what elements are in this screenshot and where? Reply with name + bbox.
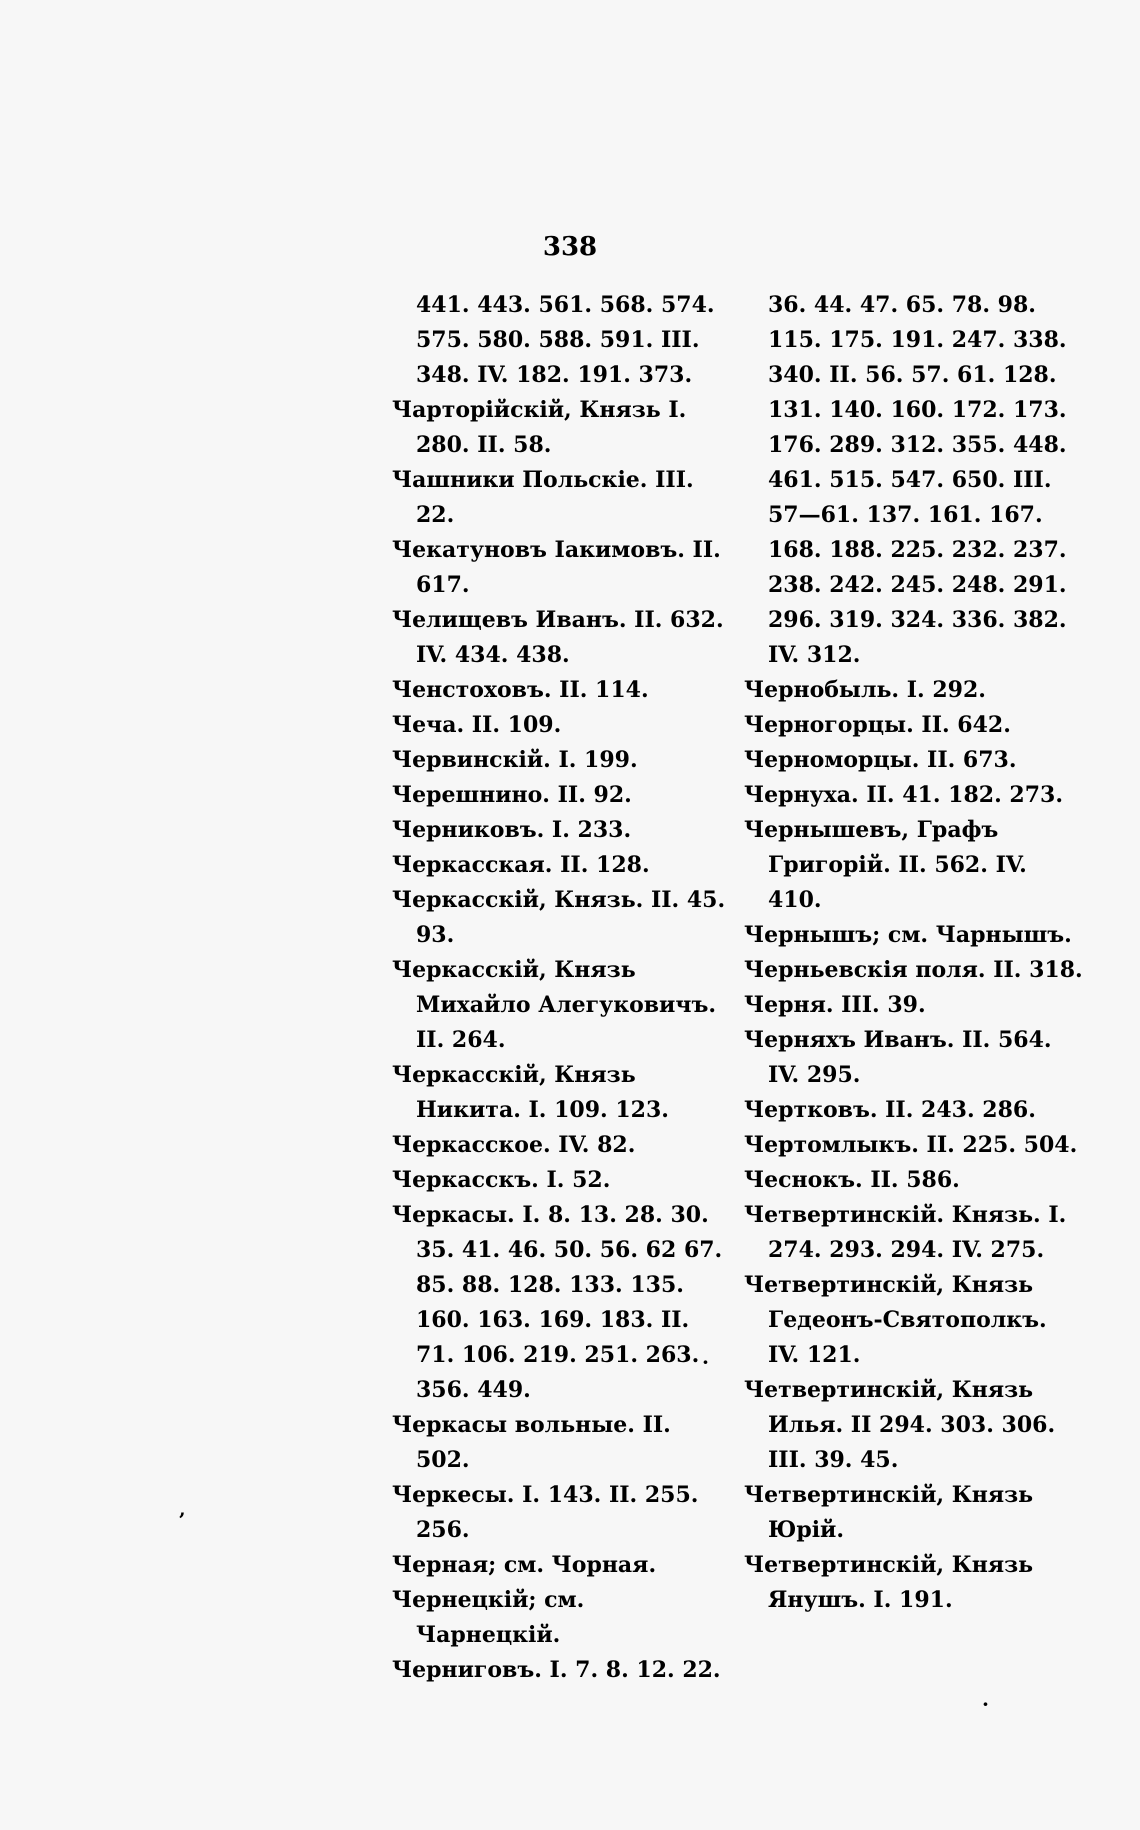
index-entry: Чернышевъ, Графъ Григорій. II. 562. IV. 410. <box>744 817 1027 913</box>
index-entry: Чернышъ; см. Чарнышъ. <box>744 922 1072 948</box>
page-number: 338 <box>542 232 598 262</box>
index-entry: Четвертинскій, Князь Гедеонъ-Святополкъ. IV. 121. <box>744 1272 1047 1368</box>
index-entry: Четвертинскій, Князь Янушъ. I. 191. <box>744 1552 1034 1613</box>
index-entry: Черкасскій, Князь Никита. I. 109. 123. <box>392 1062 669 1123</box>
index-entry: Черняхъ Иванъ. II. 564. IV. 295. <box>744 1027 1052 1088</box>
index-entry: Чашники Польскіе. III. 22. <box>392 467 694 528</box>
index-entry: Ченстоховъ. II. 114. <box>392 677 649 703</box>
index-entry: Черешнино. II. 92. <box>392 782 632 808</box>
index-entry: Черная; см. Чорная. <box>392 1552 657 1578</box>
index-entry-continuation: 36. 44. 47. 65. 78. 98. 115. 175. 191. 247. 338. 340. II. 56. 57. 61. 128. 131. 140. 160. 172. 173. 176. 289. 312. 355. 448. 461. 515. 547. 650. III. 57—61. 137. 161. 167. 168. 188. 225. 232. 237. 238. 242. 245. 248. 291. 296. 319. 324. 336. 382. IV. 312. <box>768 292 1067 668</box>
index-entry: Черкасскій, Князь Михайло Алегуковичъ. II. 264. <box>392 957 716 1053</box>
index-entry: Черкасскій, Князь. II. 45. 93. <box>392 887 726 948</box>
index-entry: Чернецкій; см. Чарнецкій. <box>392 1587 585 1648</box>
index-entry: Чернуха. II. 41. 182. 273. <box>744 782 1063 808</box>
index-entry: Черкасская. II. 128. <box>392 852 650 878</box>
index-entry-continuation: 441. 443. 561. 568. 574. 575. 580. 588. 591. III. 348. IV. 182. 191. 373. <box>416 292 715 388</box>
index-entry: Четвертинскій. Князь. I. 274. 293. 294. IV. 275. <box>744 1202 1067 1263</box>
index-entry: Черноморцы. II. 673. <box>744 747 1017 773</box>
index-column-left <box>392 288 732 1688</box>
index-entry: Четвертинскій, Князь Юрій. <box>744 1482 1034 1543</box>
index-entry: Червинскій. I. 199. <box>392 747 638 773</box>
index-entry: Черниговъ. I. 7. 8. 12. 22. <box>392 1657 721 1683</box>
print-speck: · <box>982 1692 989 1716</box>
index-entry: Челищевъ Иванъ. II. 632. IV. 434. 438. <box>392 607 724 668</box>
index-entry: Чеча. II. 109. <box>392 712 562 738</box>
index-entry: Четвертинскій, Князь Илья. II 294. 303. 306. III. 39. 45. <box>744 1377 1056 1473</box>
index-entry: Чарторійскій, Князь I. 280. II. 58. <box>392 397 687 458</box>
index-entry: Чекатуновъ Іакимовъ. II. 617. <box>392 537 721 598</box>
index-column-right <box>744 288 1084 1618</box>
index-entry: Чеснокъ. II. 586. <box>744 1167 960 1193</box>
index-entry: Черкасы. I. 8. 13. 28. 30. 35. 41. 46. 50. 56. 62 67. 85. 88. 128. 133. 135. 160. 163. 169. 183. II. 71. 106. 219. 251. 263. 356. 449. <box>392 1202 723 1403</box>
index-entry: Черкесы. I. 143. II. 255. 256. <box>392 1482 699 1543</box>
index-entry: Черня. III. 39. <box>744 992 926 1018</box>
index-entry: Черньевскія поля. II. 318. <box>744 957 1083 983</box>
index-entry: Черкасскъ. I. 52. <box>392 1167 611 1193</box>
index-entry: Чертковъ. II. 243. 286. <box>744 1097 1036 1123</box>
index-entry: Черкасы вольные. II. 502. <box>392 1412 671 1473</box>
print-speck: ʼ <box>178 1508 185 1532</box>
index-entry: Черкасское. IV. 82. <box>392 1132 636 1158</box>
index-entry: Черногорцы. II. 642. <box>744 712 1011 738</box>
index-entry: Чертомлыкъ. II. 225. 504. <box>744 1132 1078 1158</box>
index-entry: Черниковъ. I. 233. <box>392 817 632 843</box>
print-speck: · <box>702 1350 709 1374</box>
index-entry: Чернобыль. I. 292. <box>744 677 986 703</box>
